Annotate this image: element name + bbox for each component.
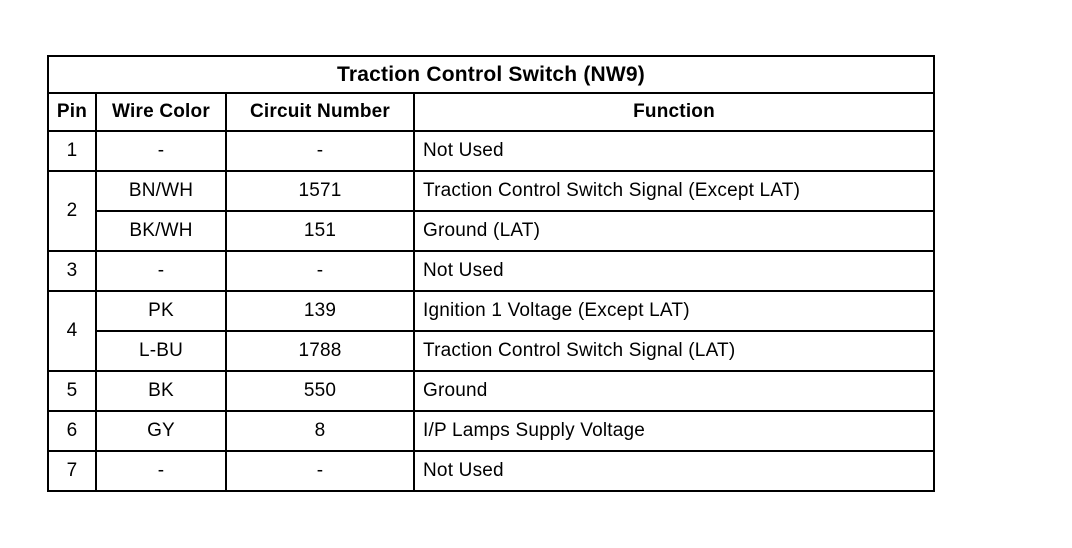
circuit-number-cell [226,211,414,251]
circuit-number-value: - [316,460,324,481]
wire-color-value: BK [148,380,174,401]
column-header-wire-color: Wire Color [112,101,210,122]
table-row [48,251,934,291]
wire-color-cell [96,451,226,491]
header-cell-function [414,93,934,131]
wire-color-cell [96,331,226,371]
pin-cell [48,251,96,291]
wire-color-cell [96,171,226,211]
wire-color-value: BN/WH [128,180,194,201]
circuit-number-cell [226,291,414,331]
column-header-pin: Pin [56,101,88,122]
circuit-number-value: 139 [303,300,337,321]
circuit-number-value: 550 [303,380,337,401]
wire-color-value: BK/WH [129,220,193,241]
column-header-circuit-number: Circuit Number [249,101,391,122]
circuit-number-value: 8 [314,420,326,441]
pin-value: 3 [66,260,78,281]
table-row [48,451,934,491]
circuit-number-value: 151 [303,220,337,241]
pinout-table-container [47,55,933,492]
circuit-number-cell [226,131,414,171]
function-cell [414,331,934,371]
circuit-number-value: - [316,260,324,281]
table-row [48,371,934,411]
table-header-row [48,93,934,131]
function-cell [414,291,934,331]
pin-value: 7 [66,460,78,481]
pinout-table [47,55,935,492]
function-value: Traction Control Switch Signal (LAT) [423,340,736,361]
pin-cell [48,451,96,491]
wire-color-cell [96,131,226,171]
column-header-function: Function [633,101,715,122]
pin-value: 4 [66,320,78,341]
pin-value: 2 [66,200,78,221]
pin-cell [48,291,96,371]
function-cell [414,411,934,451]
table-row [48,131,934,171]
wire-color-value: - [157,140,165,161]
pin-cell [48,371,96,411]
pin-value: 6 [66,420,78,441]
circuit-number-cell [226,411,414,451]
table-title: Traction Control Switch (NW9) [337,62,645,86]
wire-color-cell [96,251,226,291]
pin-cell [48,171,96,251]
function-value: Traction Control Switch Signal (Except LAT) [423,180,801,201]
header-cell-pin [48,93,96,131]
wire-color-value: GY [147,420,175,441]
pin-cell [48,411,96,451]
circuit-number-value: 1788 [298,340,342,361]
table-row [48,331,934,371]
function-cell [414,371,934,411]
function-cell [414,451,934,491]
function-cell [414,211,934,251]
function-value: Ground [423,380,488,401]
circuit-number-cell [226,451,414,491]
table-row [48,291,934,331]
function-cell [414,251,934,291]
function-value: Not Used [423,460,504,481]
table-row [48,411,934,451]
wire-color-value: L-BU [138,340,184,361]
circuit-number-cell [226,371,414,411]
wire-color-value: PK [148,300,174,321]
function-value: Ground (LAT) [423,220,541,241]
pin-value: 5 [66,380,78,401]
function-value: I/P Lamps Supply Voltage [423,420,646,441]
table-title-cell [48,56,934,93]
function-cell [414,171,934,211]
wire-color-cell [96,211,226,251]
function-value: Not Used [423,260,504,281]
wire-color-value: - [157,460,165,481]
table-title-row [48,56,934,93]
header-cell-wire-color [96,93,226,131]
table-row [48,211,934,251]
wire-color-cell [96,371,226,411]
circuit-number-value: 1571 [298,180,342,201]
function-cell [414,131,934,171]
function-value: Not Used [423,140,504,161]
circuit-number-cell [226,251,414,291]
wire-color-cell [96,411,226,451]
circuit-number-cell [226,171,414,211]
pin-value: 1 [66,140,78,161]
circuit-number-cell [226,331,414,371]
circuit-number-value: - [316,140,324,161]
wire-color-cell [96,291,226,331]
table-row [48,171,934,211]
function-value: Ignition 1 Voltage (Except LAT) [423,300,690,321]
pin-cell [48,131,96,171]
wire-color-value: - [157,260,165,281]
header-cell-circuit-number [226,93,414,131]
